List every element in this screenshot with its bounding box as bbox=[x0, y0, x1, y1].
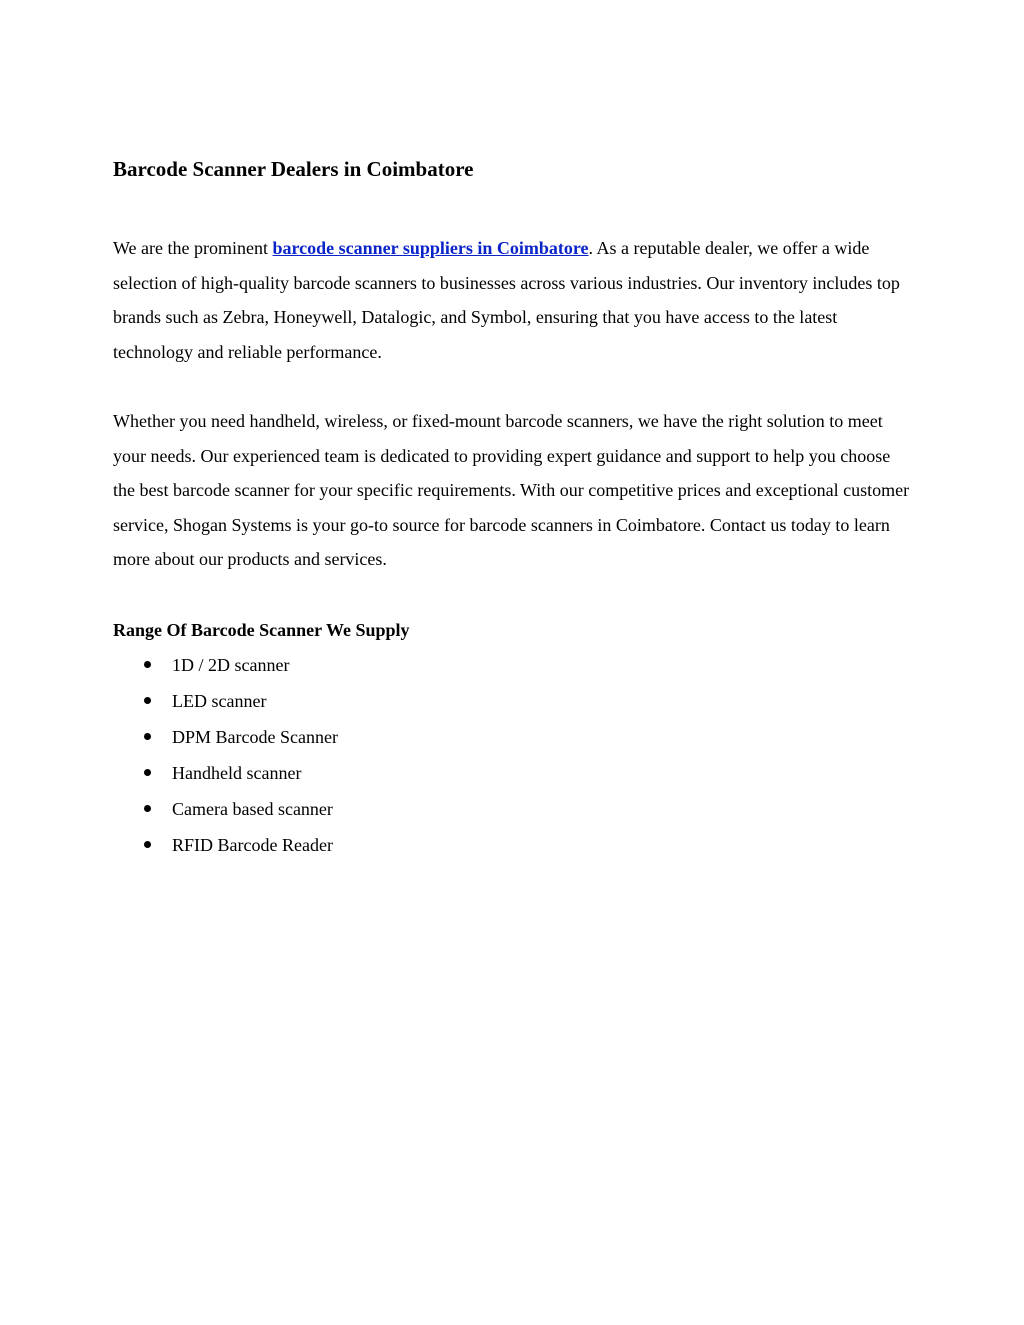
services-paragraph: Whether you need handheld, wireless, or fixed-mount barcode scanners, we have the right solution to meet your needs. Our experienced team is dedicated to providing expert guidance and support to help you choose the best barcode scanner for your specific requirements. With our competitive prices and exceptional customer service, Shogan Systems is your go-to source for barcode scanners in Coimbatore. Contact us today to learn more about our products and services. bbox=[113, 411, 910, 570]
list-item-text: LED scanner bbox=[172, 691, 267, 711]
bullet-icon bbox=[144, 733, 151, 740]
bullet-icon bbox=[144, 697, 151, 704]
intro-text-start: We are the prominent bbox=[113, 238, 273, 258]
list-item-text: RFID Barcode Reader bbox=[172, 835, 333, 855]
list-item-text: Camera based scanner bbox=[172, 799, 333, 819]
intro-text-end: . As a reputable dealer, we offer a wide selection of high-quality barcode scanners to businesses across various industries. Our inventory includes top brands such as Zebra, Honeywell, Datalogic, and Symbol, ensuring that you have access to the latest technology and reliable performance. bbox=[113, 238, 900, 362]
list-item-text: 1D / 2D scanner bbox=[172, 655, 290, 675]
bullet-icon bbox=[144, 661, 151, 668]
intro-paragraph bbox=[113, 231, 913, 369]
bullet-icon bbox=[144, 769, 151, 776]
bullet-icon bbox=[144, 841, 151, 848]
list-item-text: Handheld scanner bbox=[172, 763, 302, 783]
range-heading: Range Of Barcode Scanner We Supply bbox=[113, 620, 410, 640]
list-item-text: DPM Barcode Scanner bbox=[172, 727, 338, 747]
document-title: Barcode Scanner Dealers in Coimbatore bbox=[113, 157, 474, 181]
suppliers-link[interactable]: barcode scanner suppliers in Coimbatore bbox=[272, 238, 589, 258]
bullet-icon bbox=[144, 805, 151, 812]
